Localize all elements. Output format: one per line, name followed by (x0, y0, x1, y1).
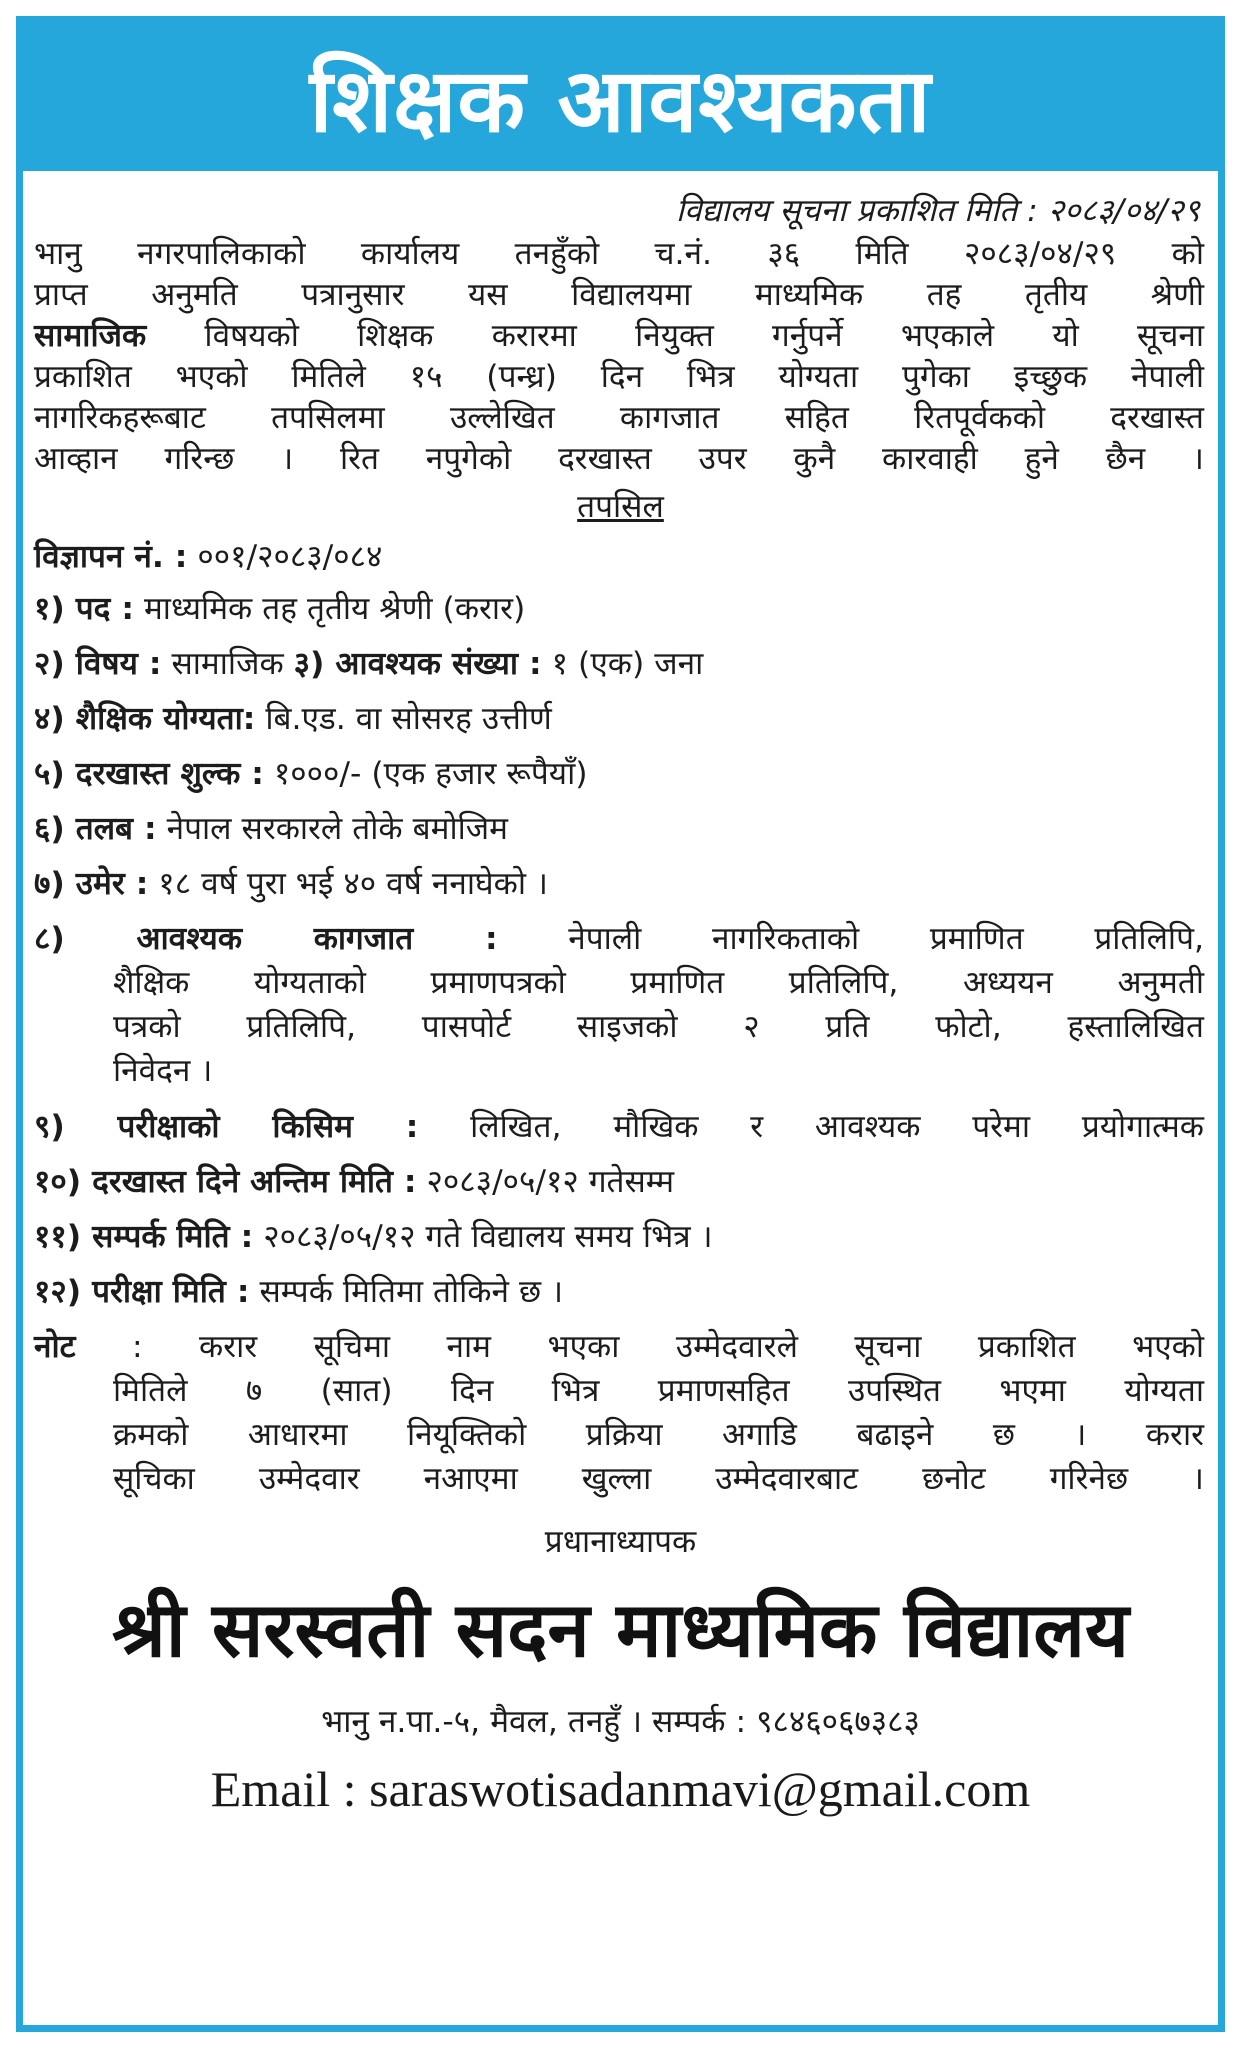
publish-date: विद्यालय सूचना प्रकाशित मिति : २०८३/०४/२९ (675, 193, 1200, 229)
body-line-3-rest: विषयको शिक्षक करारमा नियुक्त गर्नुपर्ने भएकाले यो सूचना (146, 318, 1204, 354)
item-subject-label: २) विषय : (34, 646, 162, 682)
item-age-label: ७) उमेर : (34, 866, 149, 902)
item-salary-label: ६) तलब : (34, 811, 157, 847)
body-line-2: प्राप्त अनुमति पत्रानुसार यस विद्यालयमा माध्यमिक तह तृतीय श्रेणी (34, 277, 1204, 313)
details-heading: तपसिल (577, 489, 664, 525)
item-exam-type-value: लिखित, मौखिक र आवश्यक परेमा प्रयोगात्मक (418, 1109, 1204, 1145)
item-fee-label: ५) दरखास्त शुल्क : (34, 756, 264, 792)
item-exam-date-value: सम्पर्क मितिमा तोकिने छ । (249, 1274, 564, 1310)
item-docs (34, 921, 1204, 957)
item-exam-type-label: ९) परीक्षाको किसिम : (34, 1109, 419, 1145)
item-docs-line-3: पत्रको प्रतिलिपि, पासपोर्ट साइजको २ प्रति फोटो, हस्तालिखित (113, 1009, 1204, 1045)
school-name: श्री सरस्वती सदन माध्यमिक विद्यालय (112, 1585, 1129, 1674)
page-title: शिक्षक आवश्यकता (309, 49, 932, 152)
item-age (34, 866, 548, 902)
note-line-3: क्रमको आधारमा नियूक्तिको प्रक्रिया अगाडि बढाइने छ । करार (113, 1417, 1204, 1453)
ad-number-value: ००१/२०८३/०८४ (187, 539, 383, 575)
item-deadline-label: १०) दरखास्त दिने अन्तिम मिति : (34, 1164, 417, 1200)
item-fee-value: १०००/- (एक हजार रूपैयाँ) (263, 756, 588, 792)
body-line-6: आव्हान गरिन्छ । रित नपुगेको दरखास्त उपर कुनै कारवाही हुने छैन । (34, 441, 1204, 477)
address-contact: भानु न.पा.-५, मैवल, तनहुँ । सम्पर्क : ९८४६०६७३८३ (321, 1704, 920, 1740)
item-post-value: माध्यमिक तह तृतीय श्रेणी (करार) (133, 591, 526, 627)
notice-frame (16, 16, 1225, 2032)
body-line-4: प्रकाशित भएको मितिले १५ (पन्ध्र) दिन भित्र योग्यता पुगेका इच्छुक नेपाली (34, 359, 1204, 395)
note-line-1: : करार सूचिमा नाम भएका उम्मेदवारले सूचना प्रकाशित भएको (75, 1329, 1204, 1365)
item-salary-value: नेपाल सरकारले तोके बमोजिम (156, 811, 508, 847)
item-docs-line-4: निवेदन । (113, 1053, 213, 1089)
item-subject-value: सामाजिक (161, 646, 294, 682)
note-line-4: सूचिका उम्मेदवार नआएमा खुल्ला उम्मेदवारबाट छनोट गरिनेछ । (113, 1461, 1204, 1497)
item-qualification (34, 701, 552, 737)
item-count-value: १ (एक) जना (541, 646, 704, 682)
item-docs-value: नेपाली नागरिकताको प्रमाणित प्रतिलिपि, (497, 921, 1204, 957)
item-exam-type (34, 1109, 1204, 1145)
item-contact-date (34, 1219, 713, 1255)
item-contact-date-value: २०८३/०५/१२ गते विद्यालय समय भित्र । (253, 1219, 713, 1255)
note-line-2: मितिले ७ (सात) दिन भित्र प्रमाणसहित उपस्थित भएमा योग्यता (113, 1373, 1204, 1409)
subject-bold: सामाजिक (34, 318, 147, 354)
item-deadline (34, 1164, 674, 1200)
ad-number-label: विज्ञापन नं. : (34, 539, 188, 575)
email-address: Email : saraswotisadanmavi@gmail.com (210, 1761, 1031, 1817)
signatory: प्रधानाध्यापक (544, 1524, 697, 1560)
item-qualification-label: ४) शैक्षिक योग्यता: (34, 701, 256, 737)
ad-number (34, 539, 382, 575)
item-salary (34, 811, 508, 847)
item-fee (34, 756, 588, 792)
item-deadline-value: २०८३/०५/१२ गतेसम्म (416, 1164, 675, 1200)
body-line-3 (34, 318, 1204, 354)
item-post (34, 591, 525, 627)
item-post-label: १) पद : (34, 591, 134, 627)
header-banner (23, 23, 1218, 171)
body-line-5: नागरिकहरूबाट तपसिलमा उल्लेखित कागजात सहित रितपूर्वकको दरखास्त (34, 400, 1204, 436)
item-exam-date-label: १२) परीक्षा मिति : (34, 1274, 250, 1310)
item-docs-label: ८) आवश्यक कागजात : (34, 921, 498, 957)
note (34, 1329, 1204, 1365)
item-exam-date (34, 1274, 563, 1310)
note-label: नोट (34, 1329, 76, 1365)
item-docs-line-2: शैक्षिक योग्यताको प्रमाणपत्रको प्रमाणित प्रतिलिपि, अध्ययन अनुमती (113, 965, 1204, 1001)
item-contact-date-label: ११) सम्पर्क मिति : (34, 1219, 254, 1255)
item-age-value: १८ वर्ष पुरा भई ४० वर्ष ननाघेको । (148, 866, 548, 902)
item-subject-count (34, 646, 703, 682)
body-line-1: भानु नगरपालिकाको कार्यालय तनहुँको च.नं. ३६ मिति २०८३/०४/२९ को (34, 236, 1204, 272)
item-qualification-value: बि.एड. वा सोसरह उत्तीर्ण (255, 701, 552, 737)
item-count-label: ३) आवश्यक संख्या : (293, 646, 542, 682)
